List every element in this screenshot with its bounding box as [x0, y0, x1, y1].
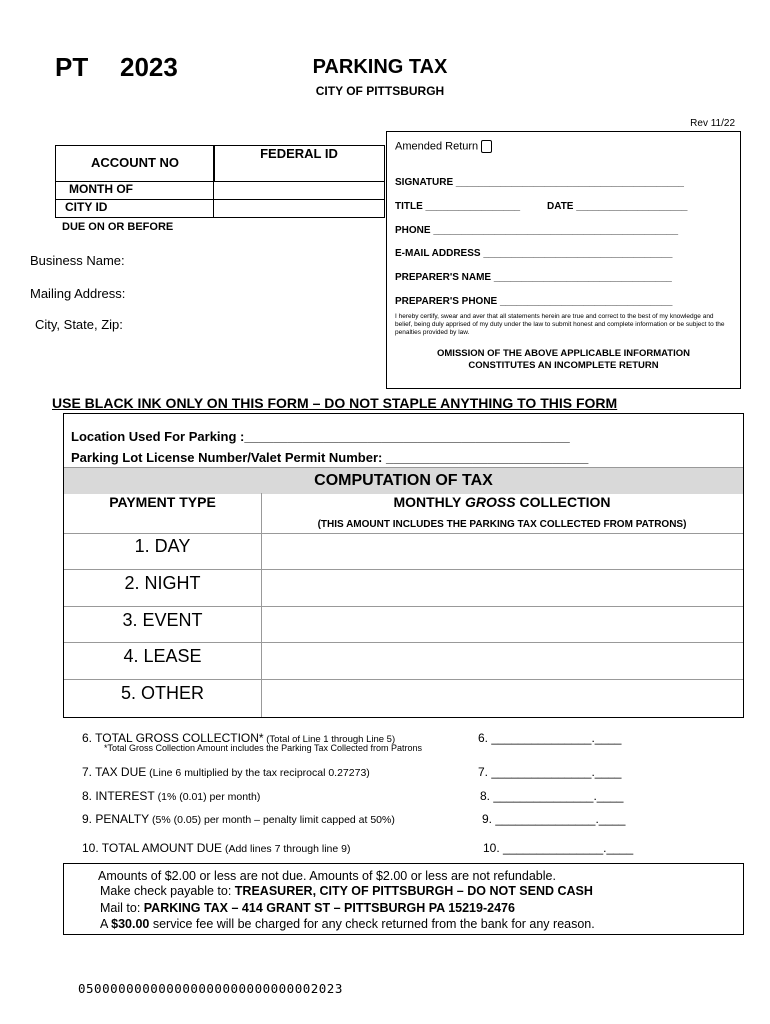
- payment-type-cell: 1. DAY: [134, 536, 191, 556]
- preparer-name-line[interactable]: PREPARER'S NAME ________________________________: [395, 272, 672, 283]
- page-title: PARKING TAX: [312, 56, 448, 78]
- business-name-label: Business Name:: [30, 253, 125, 268]
- payment-row: [64, 533, 743, 570]
- omission-line-2: CONSTITUTES AN INCOMPLETE RETURN: [468, 360, 659, 371]
- form-year: 2023: [120, 52, 178, 82]
- computation-title: COMPUTATION OF TAX: [64, 467, 743, 494]
- line-9-amount[interactable]: 9. _______________.____: [482, 812, 626, 826]
- payment-notice-box: [63, 863, 744, 935]
- payment-type-label: PAYMENT TYPE: [109, 494, 216, 510]
- line-6-label: 6. TOTAL GROSS COLLECTION* (Total of Line 1 through Line 5): [82, 731, 396, 745]
- monthly-gross-header: [261, 493, 743, 534]
- month-of-cell: [55, 180, 214, 200]
- line-9-label: 9. PENALTY (5% (0.05) per month – penalty limit capped at 50%): [82, 812, 395, 826]
- payment-type-cell: 5. OTHER: [120, 683, 204, 704]
- line-7-amount[interactable]: 7. _______________.____: [478, 765, 622, 779]
- payment-type-cell: 3. EVENT: [122, 609, 203, 630]
- location-line[interactable]: Location Used For Parking :_____________________________________________: [71, 429, 570, 444]
- black-ink-instruction: USE BLACK INK ONLY ON THIS FORM – DO NOT STAPLE ANYTHING TO THIS FORM: [52, 395, 618, 411]
- monthly-gross-label: MONTHLY GROSS COLLECTION: [393, 494, 611, 510]
- notice-line-2: Make check payable to: TREASURER, CITY OF PITTSBURGH – DO NOT SEND CASH: [100, 884, 593, 898]
- gross-collection-input[interactable]: [262, 643, 743, 679]
- amended-checkbox[interactable]: [481, 140, 492, 153]
- due-on-label: DUE ON OR BEFORE: [62, 221, 174, 233]
- notice-line-4: A $30.00 service fee will be charged for any check returned from the bank for any reason.: [100, 917, 595, 931]
- includes-note: (THIS AMOUNT INCLUDES THE PARKING TAX COLLECTED FROM PATRONS): [317, 519, 687, 530]
- payment-type-header: [64, 493, 262, 534]
- notice-line-1: Amounts of $2.00 or less are not due. Amounts of $2.00 or less are not refundable.: [98, 869, 556, 883]
- amended-return-label: Amended Return: [395, 140, 479, 153]
- payment-rows: [64, 533, 743, 717]
- payment-row: [64, 607, 743, 644]
- line-10-amount[interactable]: 10. _______________.____: [483, 841, 634, 855]
- line-7-label: 7. TAX DUE (Line 6 multiplied by the tax reciprocal 0.27273): [82, 765, 370, 779]
- certify-text: I hereby certify, swear and aver that all statements herein are true and correct to the best of my knowledge and belief, being duly apprised of my duty under the law to submit honest and complete information or be subject to the penalties provided by law.: [395, 313, 725, 336]
- gross-collection-input[interactable]: [262, 533, 743, 569]
- amended-return[interactable]: [395, 140, 492, 153]
- page-subtitle: CITY OF PITTSBURGH: [315, 84, 445, 98]
- notice-line-3: Mail to: PARKING TAX – 414 GRANT ST – PITTSBURGH PA 15219-2476: [100, 901, 515, 915]
- date-line[interactable]: DATE ____________________: [547, 201, 688, 212]
- federal-id-label: FEDERAL ID: [260, 146, 338, 161]
- city-id-input[interactable]: [213, 199, 385, 218]
- city-state-zip-label: City, State, Zip:: [35, 317, 123, 332]
- preparer-phone-line[interactable]: PREPARER'S PHONE _______________________________: [395, 296, 673, 307]
- line-8-label: 8. INTEREST (1% (0.01) per month): [82, 789, 261, 803]
- scan-line: 050000000000000000000000000002023: [78, 981, 343, 996]
- gross-collection-input[interactable]: [262, 570, 743, 606]
- line-10-label: 10. TOTAL AMOUNT DUE (Add lines 7 through line 9): [82, 841, 351, 855]
- title-line[interactable]: TITLE _________________: [395, 201, 521, 212]
- signature-box: [386, 131, 741, 389]
- federal-id-cell[interactable]: [213, 145, 385, 182]
- gross-collection-input[interactable]: [262, 607, 743, 643]
- month-of-input[interactable]: [213, 180, 385, 200]
- gross-collection-input[interactable]: [262, 680, 743, 716]
- line-8-amount[interactable]: 8. _______________.____: [480, 789, 624, 803]
- line-6-amount[interactable]: 6. _______________.____: [478, 731, 622, 745]
- payment-row: [64, 570, 743, 607]
- month-of-label: MONTH OF: [69, 182, 133, 196]
- email-line[interactable]: E-MAIL ADDRESS __________________________________: [395, 248, 673, 259]
- phone-line[interactable]: PHONE ____________________________________________: [395, 225, 679, 236]
- account-box: [55, 145, 385, 217]
- computation-table: [63, 413, 744, 718]
- city-id-cell: [55, 199, 214, 218]
- account-no-label: ACCOUNT NO: [90, 155, 180, 170]
- omission-line-1: OMISSION OF THE ABOVE APPLICABLE INFORMATION: [437, 348, 690, 359]
- account-no-cell[interactable]: [55, 145, 215, 182]
- signature-line[interactable]: SIGNATURE _________________________________________: [395, 177, 684, 188]
- line-6-note: *Total Gross Collection Amount includes the Parking Tax Collected from Patrons: [104, 743, 422, 753]
- revision-label: Rev 11/22: [690, 118, 735, 129]
- payment-type-cell: 4. LEASE: [123, 646, 202, 667]
- permit-line[interactable]: Parking Lot License Number/Valet Permit Number: ____________________________: [71, 450, 589, 465]
- form-code: PT: [55, 52, 89, 82]
- payment-type-cell: 2. NIGHT: [124, 572, 201, 593]
- payment-row: [64, 643, 743, 680]
- city-id-label: CITY ID: [65, 200, 108, 214]
- payment-row: [64, 680, 743, 717]
- mailing-address-label: Mailing Address:: [30, 286, 126, 301]
